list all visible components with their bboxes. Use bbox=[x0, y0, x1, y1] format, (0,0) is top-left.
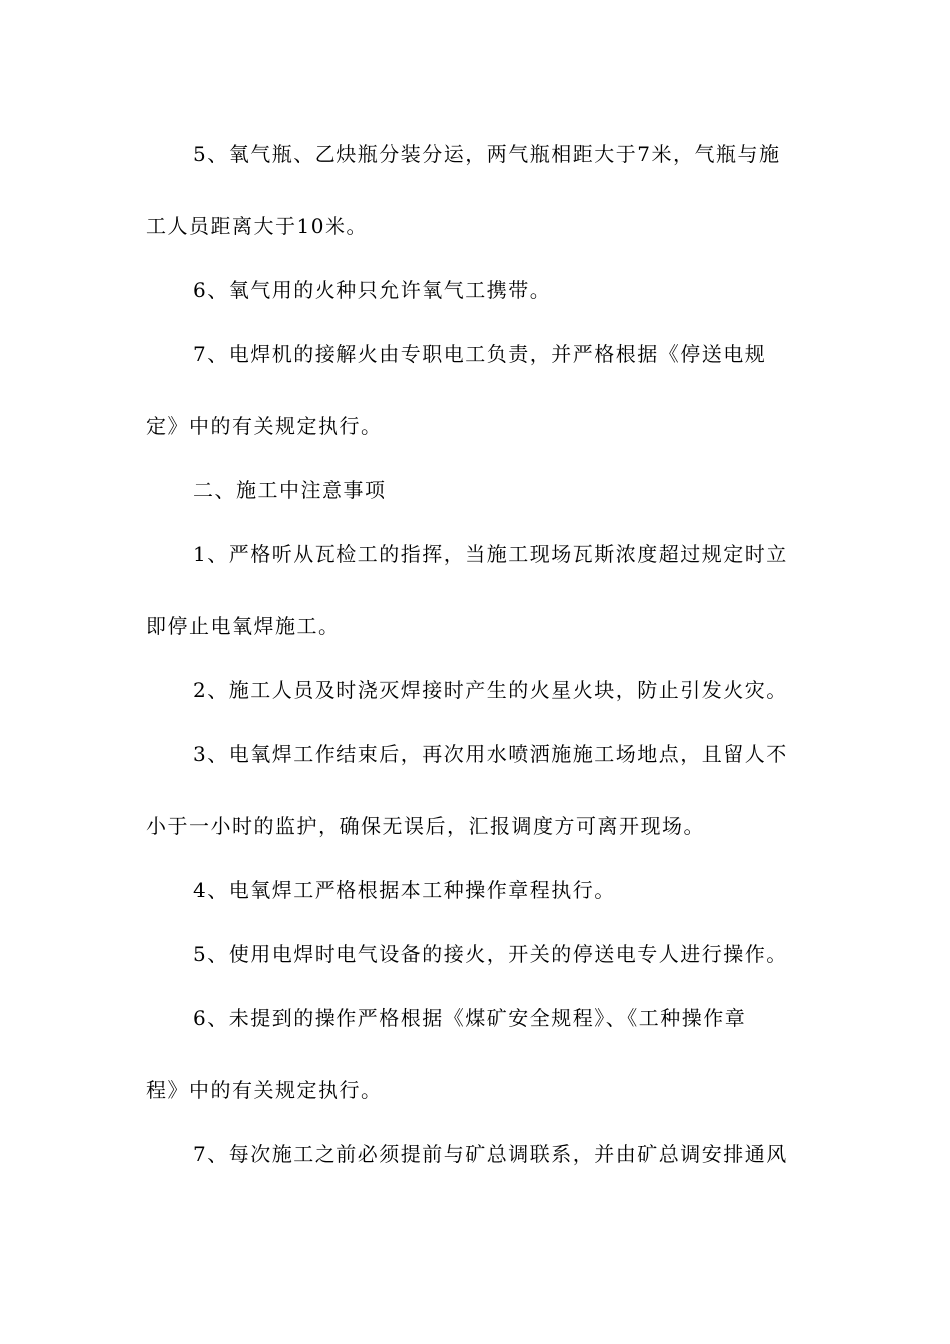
paragraph-7-continuation: 定》中的有关规定执行。 bbox=[146, 414, 383, 438]
paragraph-6-fire-source: 6、氧气用的火种只允许氧气工携带。 bbox=[193, 278, 552, 302]
paragraph-6-continuation: 程》中的有关规定执行。 bbox=[146, 1078, 383, 1102]
paragraph-7-welder-connection: 7、电焊机的接解火由专职电工负责，并严格根据《停送电规 bbox=[193, 342, 767, 366]
paragraph-5-electrical-connection: 5、使用电焊时电气设备的接火，开关的停送电专人进行操作。 bbox=[193, 942, 788, 966]
section-heading-construction-notes: 二、施工中注意事项 bbox=[193, 478, 387, 502]
paragraph-5-oxygen-cylinders: 5、氧气瓶、乙炔瓶分装分运，两气瓶相距大于7米，气瓶与施 bbox=[193, 142, 781, 166]
paragraph-7-contact-dispatch: 7、每次施工之前必须提前与矿总调联系，并由矿总调安排通风 bbox=[193, 1142, 788, 1166]
paragraph-5-continuation: 工人员距离大于10米。 bbox=[146, 214, 368, 238]
paragraph-1-gas-inspector: 1、严格听从瓦检工的指挥，当施工现场瓦斯浓度超过规定时立 bbox=[193, 542, 788, 566]
paragraph-3-after-work: 3、电氧焊工作结束后，再次用水喷洒施施工场地点，且留人不 bbox=[193, 742, 788, 766]
paragraph-6-other-operations: 6、未提到的操作严格根据《煤矿安全规程》、《工种操作章 bbox=[193, 1006, 747, 1030]
paragraph-4-welder-procedure: 4、电氧焊工严格根据本工种操作章程执行。 bbox=[193, 878, 616, 902]
paragraph-1-continuation: 即停止电氧焊施工。 bbox=[146, 614, 340, 638]
paragraph-3-continuation: 小于一小时的监护，确保无误后，汇报调度方可离开现场。 bbox=[146, 814, 705, 838]
paragraph-2-extinguish-sparks: 2、施工人员及时浇灭焊接时产生的火星火块，防止引发火灾。 bbox=[193, 678, 788, 702]
